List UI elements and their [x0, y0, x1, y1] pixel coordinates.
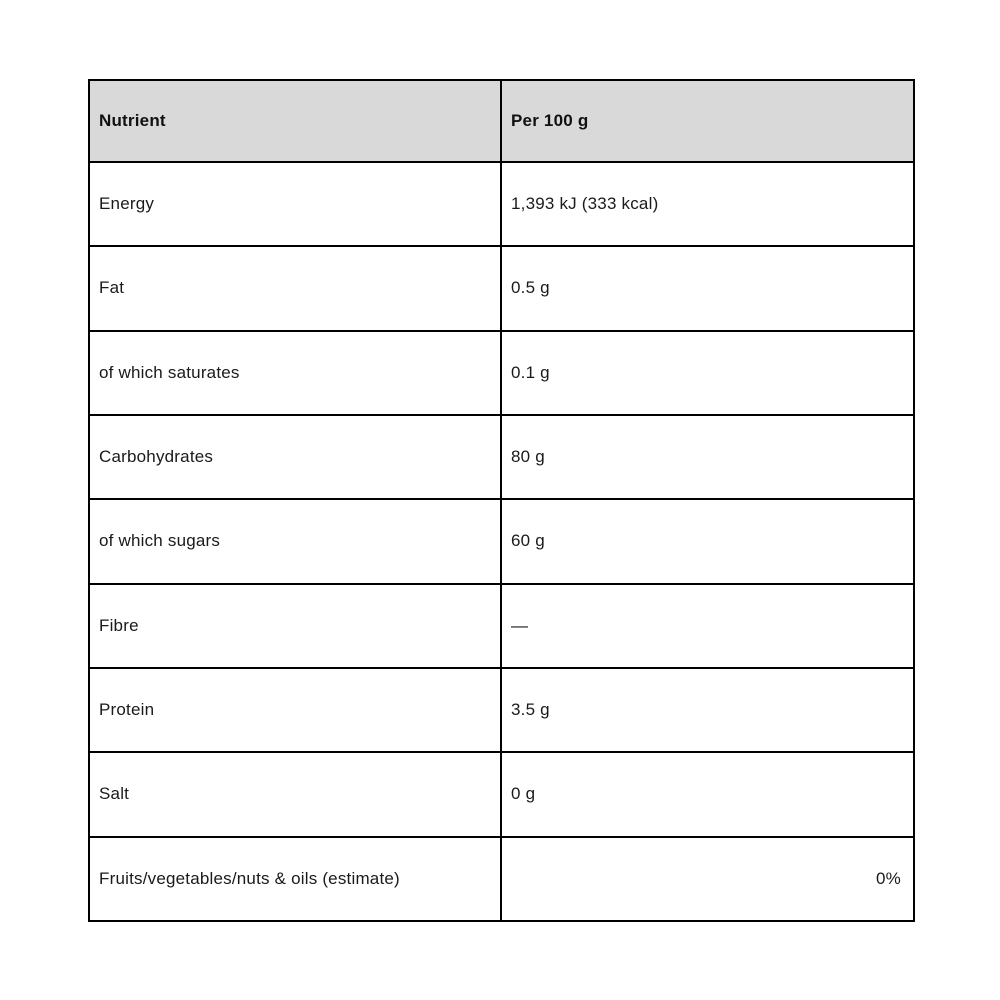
- nutrient-cell: Carbohydrates: [89, 415, 501, 499]
- nutrient-cell: Energy: [89, 162, 501, 246]
- nutrition-table: [88, 79, 915, 922]
- value-cell: 0 g: [501, 752, 914, 836]
- value-cell: 1,393 kJ (333 kcal): [501, 162, 914, 246]
- table-row-fibre: [89, 584, 914, 668]
- value-cell: —: [501, 584, 914, 668]
- table-row-protein: [89, 668, 914, 752]
- value-cell: 80 g: [501, 415, 914, 499]
- table-row-saturates: [89, 331, 914, 415]
- table-row-fat: [89, 246, 914, 330]
- value-cell: 0.5 g: [501, 246, 914, 330]
- table-row-fruits-veg: [89, 837, 914, 921]
- nutrient-cell: Fat: [89, 246, 501, 330]
- nutrient-cell: of which saturates: [89, 331, 501, 415]
- table-body: [89, 162, 914, 921]
- header-nutrient: Nutrient: [89, 80, 501, 162]
- value-cell: 3.5 g: [501, 668, 914, 752]
- value-cell: 0.1 g: [501, 331, 914, 415]
- nutrient-cell: Fruits/vegetables/nuts & oils (estimate): [89, 837, 501, 921]
- table-row-salt: [89, 752, 914, 836]
- nutrient-cell: Salt: [89, 752, 501, 836]
- table-row-sugars: [89, 499, 914, 583]
- header-per-100g: Per 100 g: [501, 80, 914, 162]
- table-row-energy: [89, 162, 914, 246]
- nutrient-cell: of which sugars: [89, 499, 501, 583]
- header-row: [89, 80, 914, 162]
- value-cell: 0%: [501, 837, 914, 921]
- table-header: [89, 80, 914, 162]
- nutrient-cell: Protein: [89, 668, 501, 752]
- table-row-carbohydrates: [89, 415, 914, 499]
- value-cell: 60 g: [501, 499, 914, 583]
- nutrient-cell: Fibre: [89, 584, 501, 668]
